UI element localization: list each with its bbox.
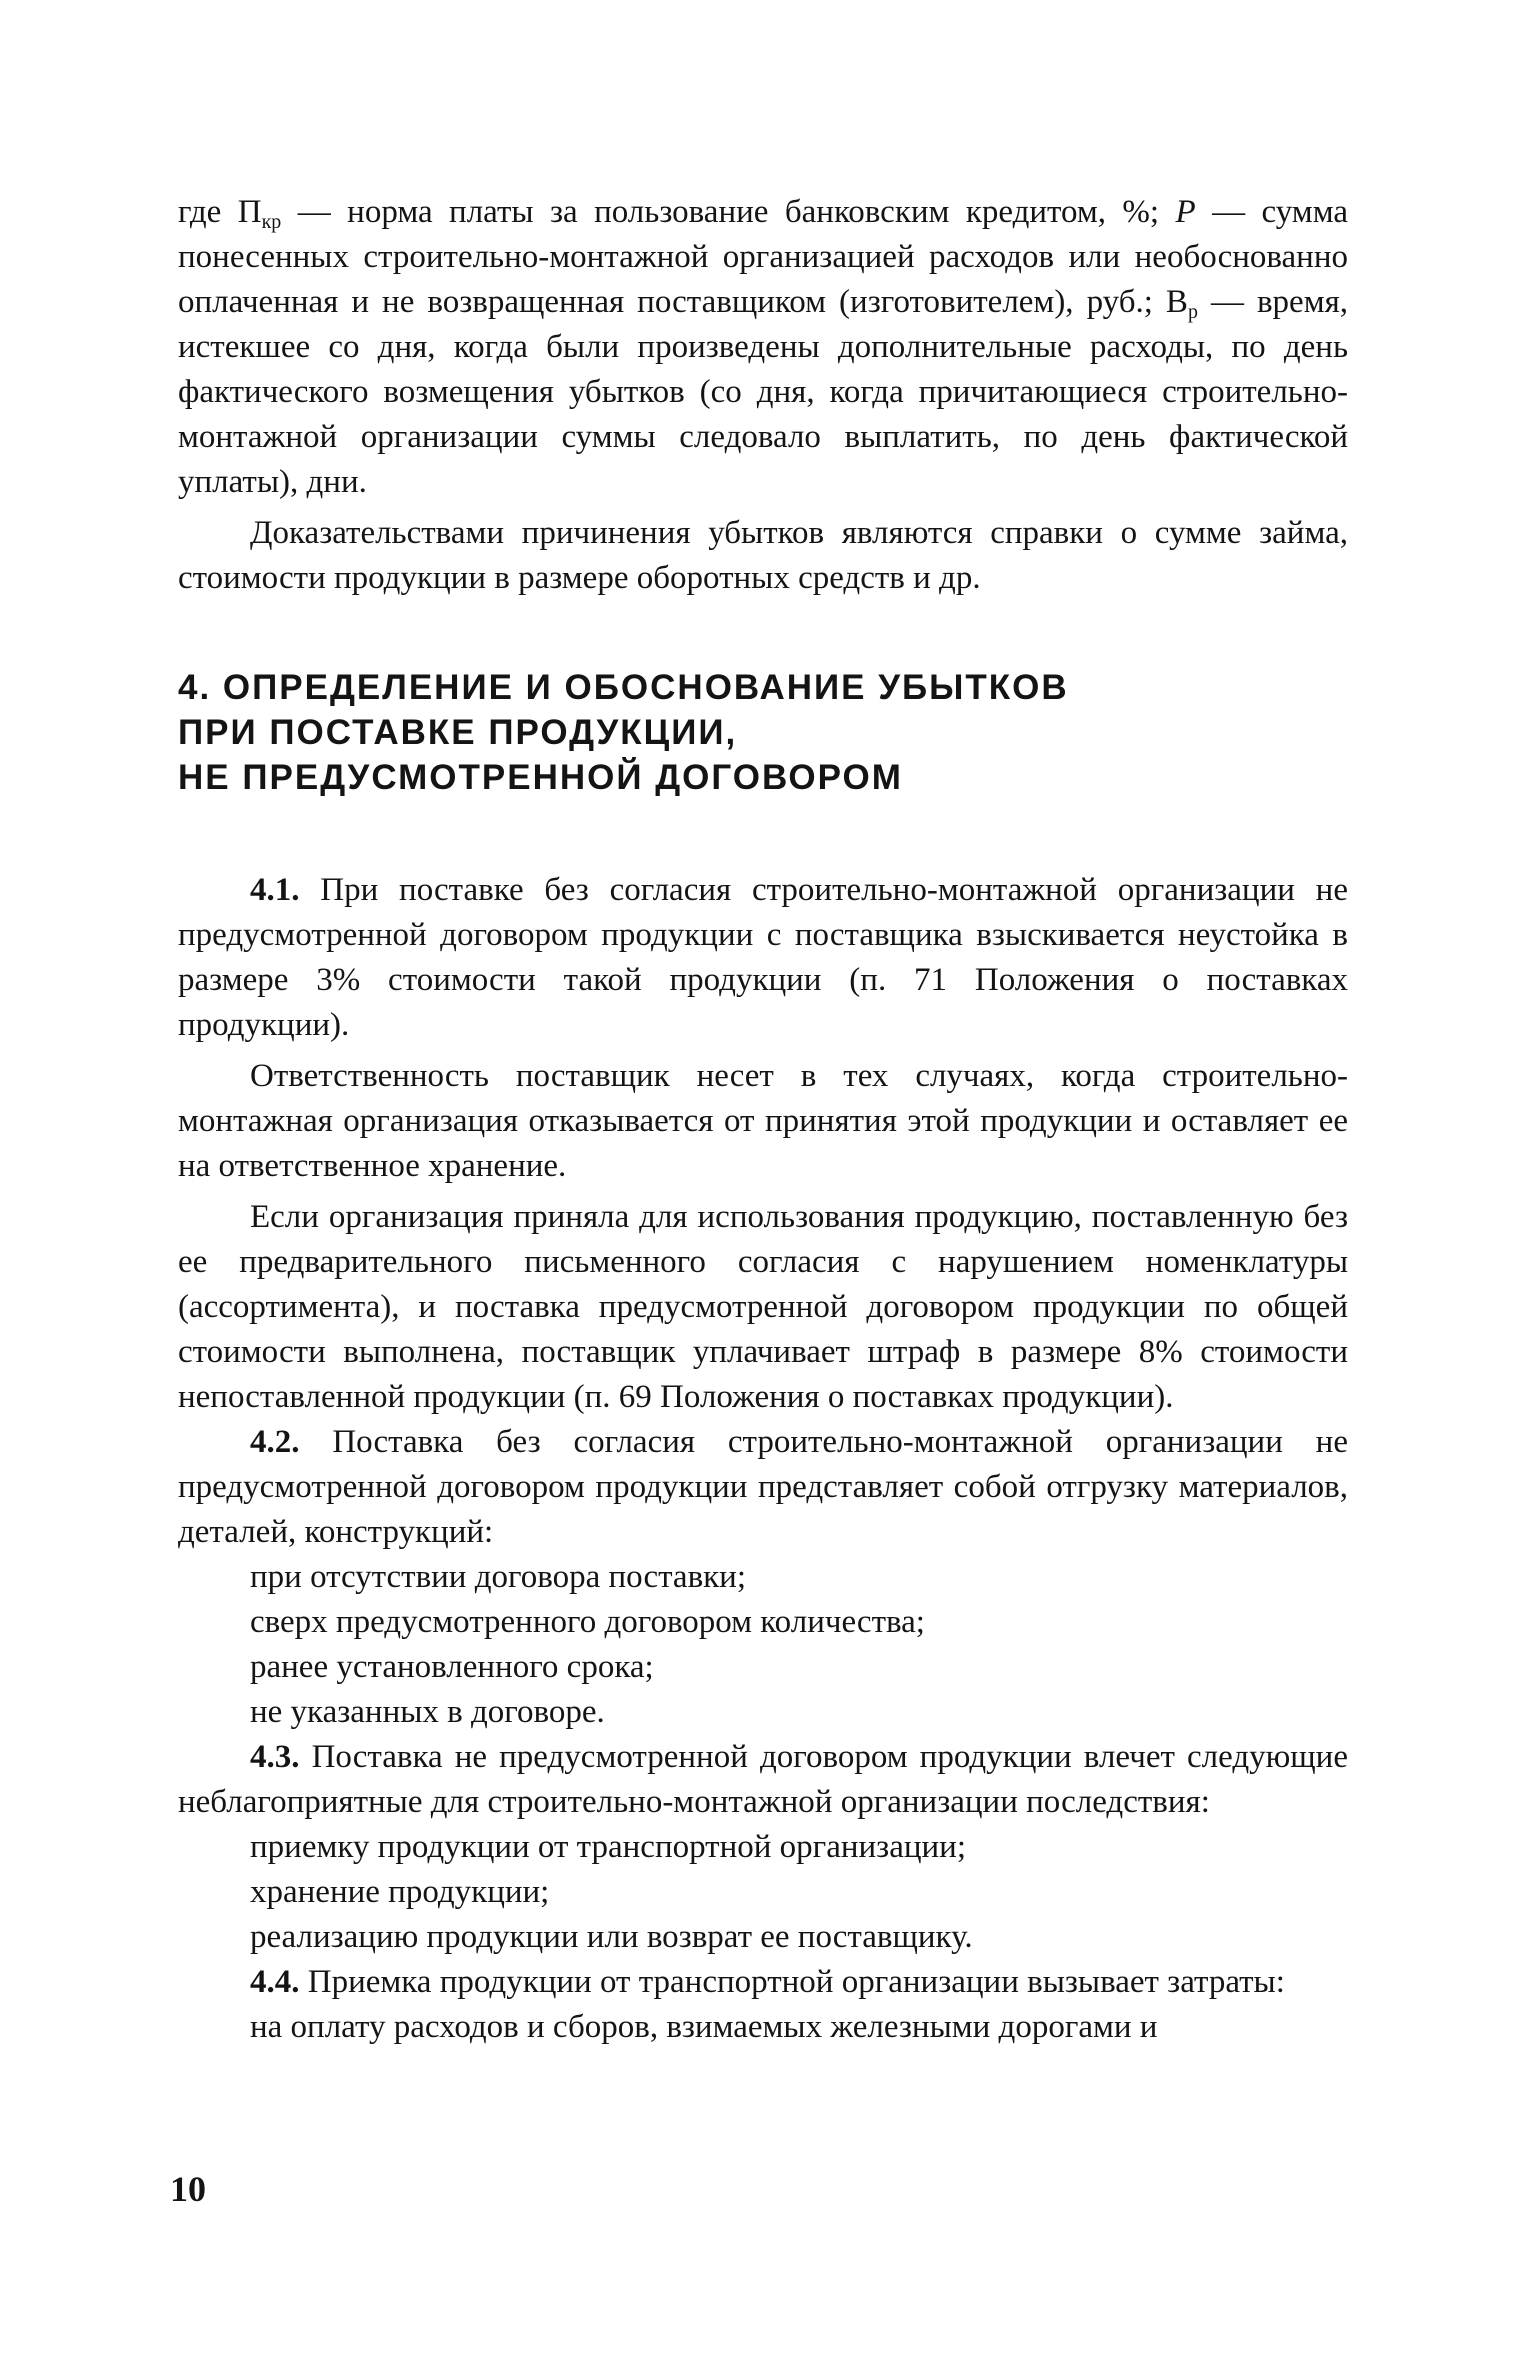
section-heading [178,665,1348,800]
list-item: хранение продукции; [250,1874,550,1910]
heading-line: НЕ ПРЕДУСМОТРЕННОЙ ДОГОВОРОМ [178,758,903,797]
page-number: 10 [170,2169,206,2209]
clause-number: 4.3. [250,1739,300,1775]
clause-4-1 [178,868,1348,1048]
clause-4-4 [178,1960,1348,2005]
subscript: кр [261,211,282,233]
variable-italic: Р [1175,194,1196,230]
clause-text: При поставке без согласия строительно-монтажной организации не предусмотренной договором продукции с поставщика взыскивается неустойка в размере 3% стоимости такой продукции (п. 71 Положения о поставках продукции). [178,872,1348,1043]
list-item: на оплату расходов и сборов, взимаемых железными дорогами и [250,2009,1158,2045]
text-span: — время, истекшее со дня, когда были произведены дополнительные расходы, по день фактического возмещения убытков (со дня, когда причитающиеся строительно-монтажной организации суммы следовало выплатить, по день фактической уплаты), дни. [178,284,1349,500]
list-item: не указанных в договоре. [250,1694,605,1730]
heading-line: ПРИ ПОСТАВКЕ ПРОДУКЦИИ, [178,713,738,752]
clause-text: Поставка без согласия строительно-монтажной организации не предусмотренной договором продукции представляет собой отгрузку материалов, деталей, конструкций: [178,1424,1348,1550]
responsibility-paragraph: Ответственность поставщик несет в тех случаях, когда строительно-монтажная организация отказывается от принятия этой продукции и оставляет ее на ответственное хранение. [178,1058,1348,1184]
clause-4-2 [178,1420,1348,1555]
clause-text: Приемка продукции от транспортной организации вызывает затраты: [299,1964,1285,2000]
list-item: реализацию продукции или возврат ее поставщику. [250,1919,973,1955]
section-body [178,868,1348,2050]
text-span: где П [178,194,262,230]
list-item: сверх предусмотренного договором количества; [250,1604,925,1640]
clause-number: 4.1. [250,872,300,908]
text-span: — сумма понесенных строительно-монтажной организацией расходов или необоснованно оплаченная и не возвращенная поставщиком (изготовителем), руб.; В [178,194,1348,320]
list-item: ранее установленного срока; [250,1649,654,1685]
evidence-paragraph: Доказательствами причинения убытков являются справки о сумме займа, стоимости продукции в размере оборотных средств и др. [178,515,1348,596]
formula-explanation-paragraph [178,190,1348,505]
clause-4-3 [178,1735,1348,1825]
penalty-paragraph: Если организация приняла для использования продукцию, поставленную без ее предварительного письменного согласия с нарушением номенклатуры (ассортимента), и поставка предусмотренной договором продукции по общей стоимости выполнена, поставщик уплачивает штраф в размере 8% стоимости непоставленной продукции (п. 69 Положения о поставках продукции). [178,1199,1348,1415]
clause-number: 4.2. [250,1424,300,1460]
text-span: — норма платы за пользование банковским кредитом, %; [281,194,1176,230]
intro-text-block [178,190,1348,601]
list-item: приемку продукции от транспортной организации; [250,1829,966,1865]
subscript: р [1187,301,1198,323]
list-item: при отсутствии договора поставки; [250,1559,747,1595]
clause-number: 4.4. [250,1964,300,2000]
heading-line: 4. ОПРЕДЕЛЕНИЕ И ОБОСНОВАНИЕ УБЫТКОВ [178,668,1069,707]
clause-text: Поставка не предусмотренной договором продукции влечет следующие неблагоприятные для строительно-монтажной организации последствия: [178,1739,1348,1820]
